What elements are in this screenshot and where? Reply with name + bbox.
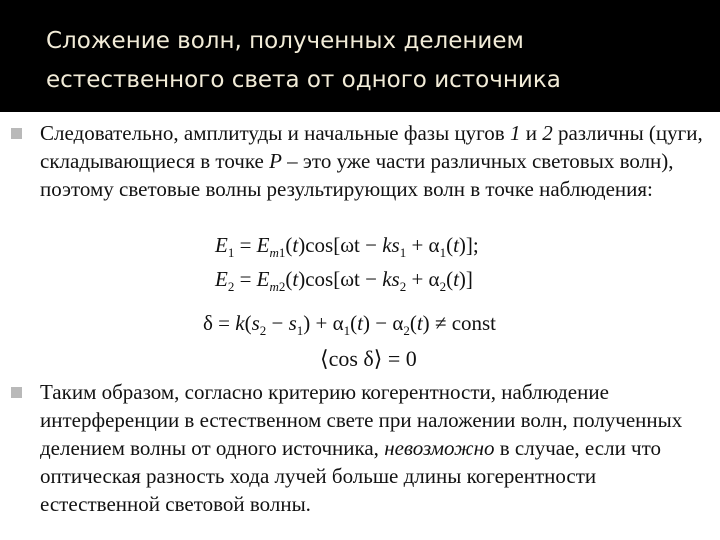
svg-text:E1 = Em1(t)cos[ωt − ks1 + α1(t: $E_1 = E_m1(t)\cos[\omega t - ks_1 + \alpha_1(t)]$;	[215, 233, 479, 260]
formula-average-cos	[320, 346, 417, 371]
paragraph-1-text-c: – это уже части различных световых волн), поэтому световые волны результирующих волн в точке наблюдения:	[40, 149, 674, 201]
slide-title: Сложение волн, полученных делением естественного света от одного источника	[46, 28, 561, 93]
formula-delta	[203, 311, 496, 338]
formula-e1	[214, 233, 479, 260]
bullet-square-icon	[11, 387, 22, 398]
paragraph-2	[40, 378, 715, 518]
paragraph-1-text-b: различны (цуги, складывающиеся в точке	[40, 121, 703, 173]
paragraph-2-text-b: в случае, если что оптическая разность хода лучей больше длины когерентности естественной световой волны.	[40, 436, 662, 516]
formula-block	[0, 112, 720, 382]
formula-e2	[214, 267, 473, 294]
svg-text:⟨cos δ⟩ = 0: ⟨cos δ⟩ = 0	[320, 346, 417, 371]
paragraph-1-and: и	[520, 121, 543, 145]
paragraph-2-text-a: Таким образом, согласно критерию когерентности, наблюдение интерференции в естественном свете при наложении волн, полученных делением волны от одного источника,	[40, 380, 683, 460]
svg-text:E2 = Em2(t)cos[ωt − ks2 + α2(t: $E_2 = E_m2(t)\cos[\omega t - ks_2 + \alpha_2(t)]$	[215, 267, 473, 294]
slide-content	[0, 112, 720, 540]
title-bar	[0, 0, 720, 112]
train-number-1: 1	[509, 121, 521, 145]
svg-text:δ = k(s2 − s1) + α1(t) − α2(t): $\delta = k(s_2 - s_1) + \alpha_1(t) - \alpha_2(t)$ ≠ const	[203, 311, 497, 338]
paragraph-2-emphasis: невозможно	[384, 436, 495, 460]
point-label: P	[269, 149, 282, 173]
train-number-2: 2	[542, 121, 553, 145]
paragraph-1-text-a: Следовательно, амплитуды и начальные фазы цугов	[40, 121, 510, 145]
